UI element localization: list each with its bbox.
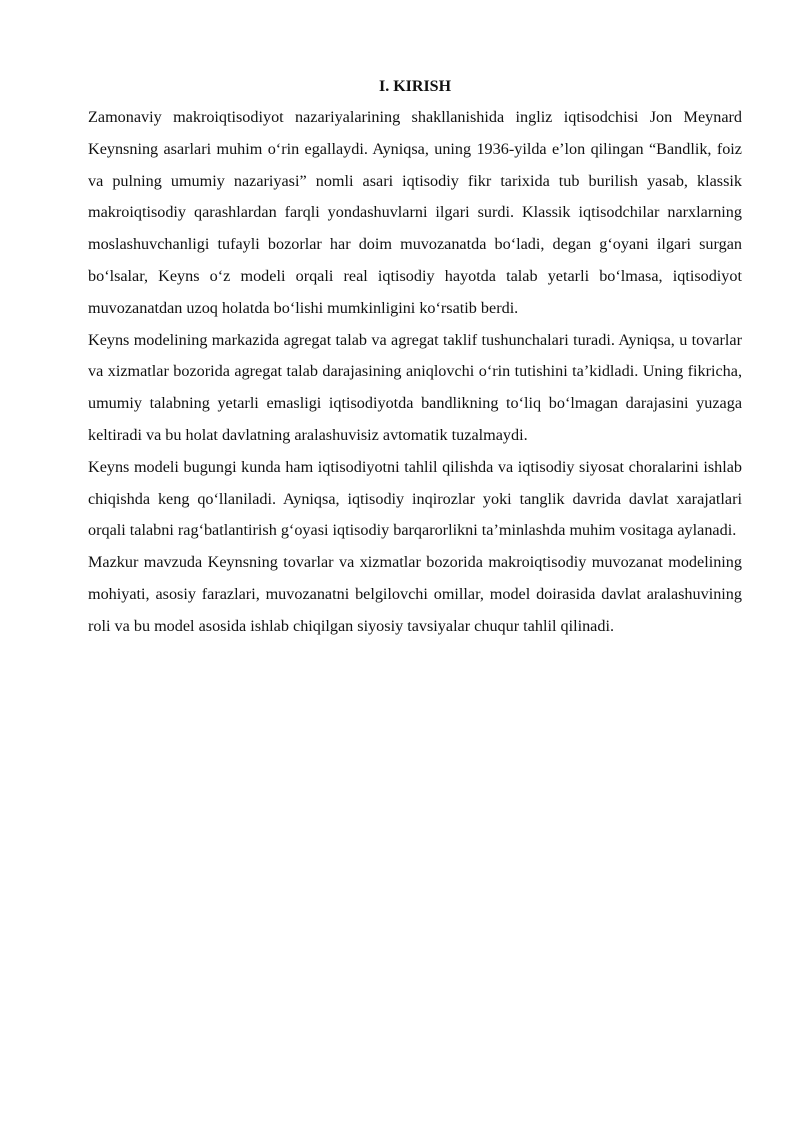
paragraph-3: Keyns modeli bugungi kunda ham iqtisodiyotni tahlil qilishda va iqtisodiy siyosat choralarini ishlab chiqishda keng qo‘llaniladi. Ayniqsa, iqtisodiy inqirozlar yoki tanglik davrida davlat xarajatlari orqali talabni rag‘batlantirish g‘oyasi iqtisodiy barqarorlikni ta’minlashda muhim vositaga aylanadi. <box>88 457 742 540</box>
section-heading: I. KIRISH <box>378 78 452 95</box>
paragraph-4: Mazkur mavzuda Keynsning tovarlar va xizmatlar bozorida makroiqtisodiy muvozanat modelining mohiyati, asosiy farazlari, muvozanatni belgilovchi omillar, model doirasida davlat aralashuvining roli va bu model asosida ishlab chiqilgan siyosiy tavsiyalar chuqur tahlil qilinadi. <box>88 553 742 635</box>
paragraph-2: Keyns modelining markazida agregat talab va agregat taklif tushunchalari turadi. Ayniqsa, u tovarlar va xizmatlar bozorida agregat talab darajasining aniqlovchi o‘rin tutishini ta’kidladi. Uning fikricha, umumiy talabning yetarli emasligi iqtisodiyotda bandlikning to‘liq bo‘lmagan darajasini yuzaga keltiradi va bu holat davlatning aralashuvisiz avtomatik tuzalmaydi. <box>88 330 742 444</box>
paragraph-1: Zamonaviy makroiqtisodiyot nazariyalarining shakllanishida ingliz iqtisodchisi Jon Meynard Keynsning asarlari muhim o‘rin egallaydi. Ayniqsa, uning 1936-yilda e’lon qilingan “Bandlik, foiz va pulning umumiy nazariyasi” nomli asari iqtisodiy fikr tarixida tub burilish yasab, klassik makroiqtisodiy qarashlardan farqli yondashuvlarni ilgari surdi. Klassik iqtisodchilar narxlarning moslashuvchanligi tufayli bozorlar har doim muvozanatda bo‘ladi, degan g‘oyani ilgari surgan bo‘lsalar, Keyns o‘z modeli orqali real iqtisodiy hayotda talab yetarli bo‘lmasa, iqtisodiyot muvozanatdan uzoq holatda bo‘lishi mumkinligini ko‘rsatib berdi. <box>88 108 742 317</box>
document-page <box>88 76 742 643</box>
